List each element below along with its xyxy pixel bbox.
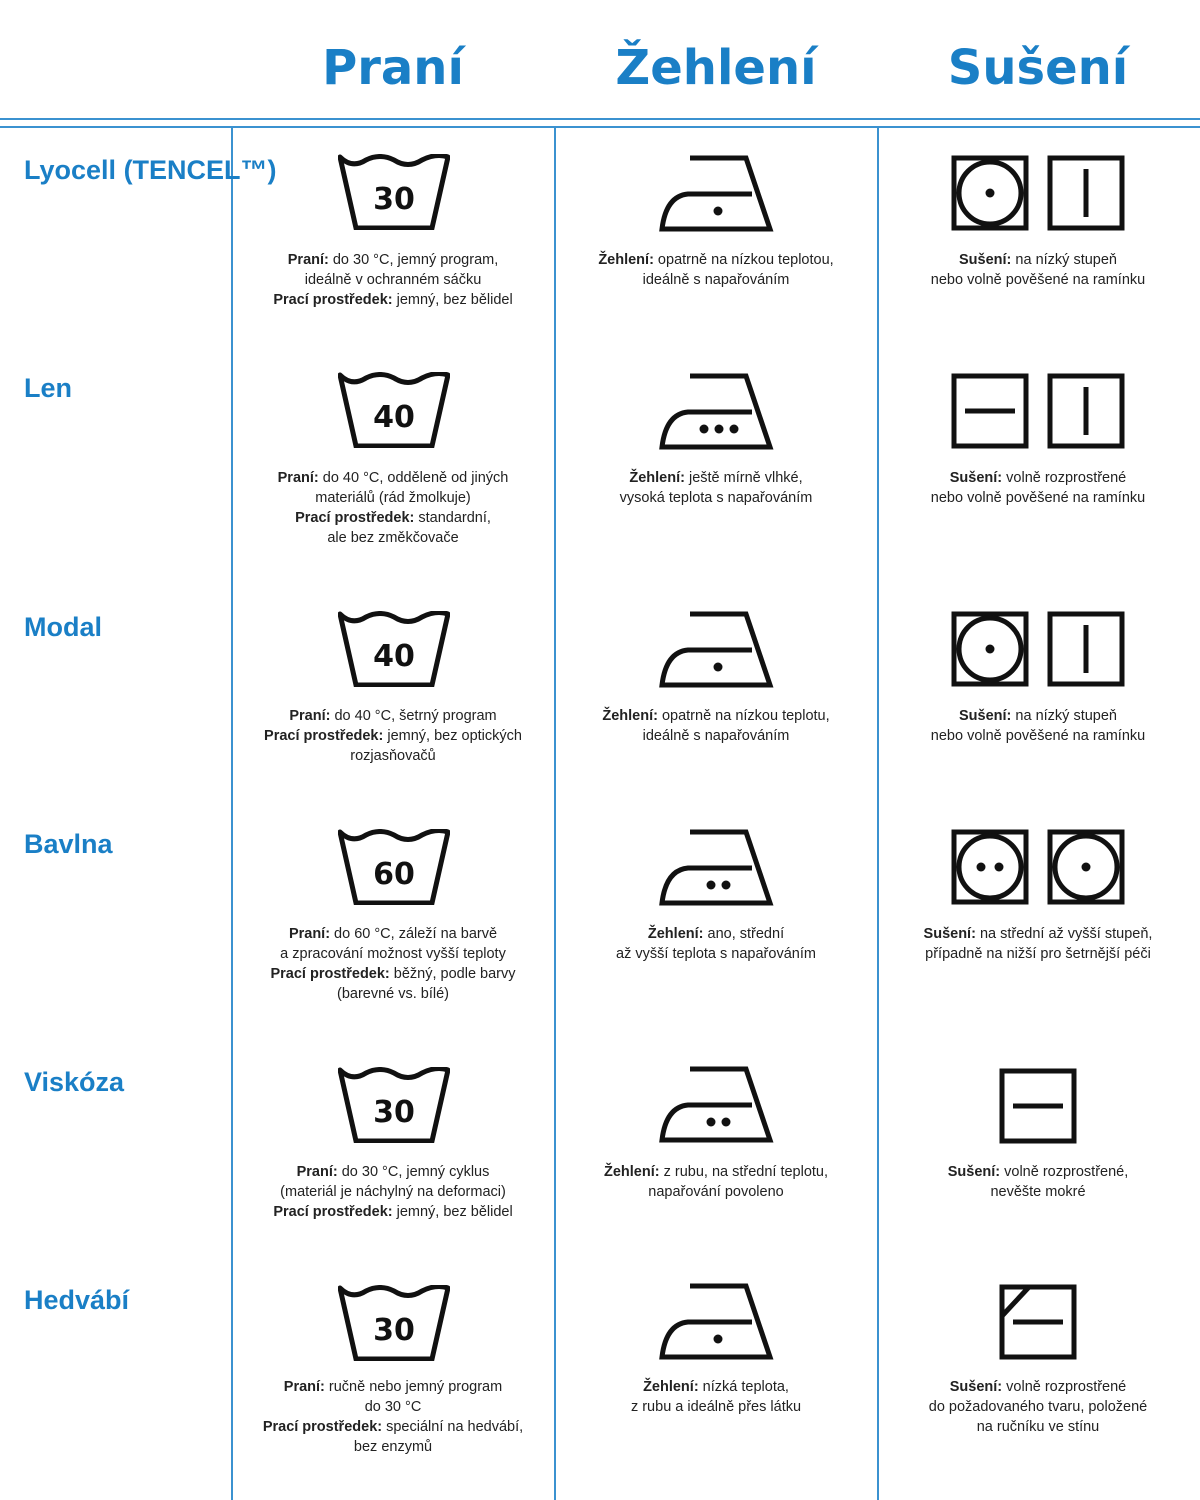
header-divider-bottom [0, 126, 1200, 128]
iron-icon [658, 828, 774, 906]
iron-dots [714, 1335, 723, 1344]
column-divider-3 [877, 128, 879, 1500]
wash-temperature: 40 [373, 400, 415, 435]
flat-dry-shade-icon [999, 1284, 1077, 1360]
washing-caption: Praní: do 40 °C, odděleně od jiných materiálů (rád žmolkuje) Prací prostředek: standardní, ale bez změkčovače [277, 470, 509, 546]
washing-caption: Praní: do 40 °C, šetrný program Prací prostředek: jemný, bez optických rozjasňovačů [264, 708, 522, 764]
wash-tub-icon [338, 1285, 450, 1361]
material-name: Modal [24, 612, 102, 642]
column-divider-1 [231, 128, 233, 1500]
wash-tub-icon [338, 372, 450, 448]
drying-caption: Sušení: volně rozprostřené nebo volně pověšené na ramínku [930, 470, 1146, 506]
line-dry-icon [1047, 373, 1125, 449]
ironing-caption: Žehlení: opatrně na nízkou teplotou, ideálně s napařováním [598, 252, 834, 288]
ironing-caption: Žehlení: nízká teplota, z rubu a ideálně přes látku [630, 1379, 802, 1415]
material-name: Bavlna [24, 829, 113, 859]
wash-temperature: 40 [373, 639, 415, 674]
iron-dots [707, 1118, 731, 1127]
iron-dots [700, 425, 739, 434]
washing-caption: Praní: do 30 °C, jemný cyklus (materiál je náchylný na deformaci) Prací prostředek: jemný, bez bělidel [273, 1164, 513, 1220]
tumble-dry-icon [951, 611, 1029, 687]
column-divider-2 [554, 128, 556, 1500]
washing-caption: Praní: do 60 °C, záleží na barvě a zpracování možnost vyšší teploty Prací prostředek: běžný, podle barvy (barevné vs. bílé) [270, 926, 516, 1002]
iron-icon [658, 1282, 774, 1360]
flat-dry-icon [999, 1068, 1077, 1144]
drying-caption: Sušení: volně rozprostřené, nevěšte mokré [947, 1164, 1129, 1200]
tumble-dry-icon [1047, 829, 1125, 905]
iron-icon [658, 372, 774, 450]
material-name: Len [24, 373, 73, 403]
material-name: Viskóza [24, 1067, 125, 1097]
wash-tub-icon [338, 154, 450, 230]
wash-temperature: 30 [373, 182, 415, 217]
iron-icon [658, 154, 774, 232]
washing-caption: Praní: do 30 °C, jemný program, ideálně v ochranném sáčku Prací prostředek: jemný, bez bělidel [273, 252, 513, 308]
iron-dots [714, 207, 723, 216]
material-name: Hedvábí [24, 1285, 130, 1315]
iron-icon [658, 1065, 774, 1143]
iron-icon [658, 610, 774, 688]
drying-caption: Sušení: na střední až vyšší stupeň, případně na nižší pro šetrnější péči [923, 926, 1153, 962]
wash-tub-icon [338, 611, 450, 687]
line-dry-icon [1047, 155, 1125, 231]
ironing-caption: Žehlení: z rubu, na střední teplotu, napařování povoleno [603, 1164, 829, 1200]
iron-dots [714, 663, 723, 672]
wash-temperature: 60 [373, 857, 415, 892]
header-drying: Sušení [947, 40, 1129, 96]
ironing-caption: Žehlení: ještě mírně vlhké, vysoká teplota s napařováním [619, 470, 813, 506]
material-name: Lyocell (TENCEL™) [24, 155, 277, 185]
drying-caption: Sušení: na nízký stupeň nebo volně pověšené na ramínku [930, 708, 1146, 744]
drying-caption: Sušení: na nízký stupeň nebo volně pověšené na ramínku [930, 252, 1146, 288]
flat-dry-icon [951, 373, 1029, 449]
line-dry-icon [1047, 611, 1125, 687]
drying-caption: Sušení: volně rozprostřené do požadovaného tvaru, položené na ručníku ve stínu [928, 1379, 1148, 1435]
ironing-caption: Žehlení: ano, střední až vyšší teplota s napařováním [616, 926, 816, 962]
header-ironing: Žehlení [615, 40, 817, 96]
header-divider-top [0, 118, 1200, 120]
tumble-dry-icon [951, 155, 1029, 231]
wash-tub-icon [338, 1067, 450, 1143]
wash-temperature: 30 [373, 1095, 415, 1130]
tumble-dry-medium-icon [951, 829, 1029, 905]
washing-caption: Praní: ručně nebo jemný program do 30 °C Prací prostředek: speciální na hedvábí, bez enzymů [262, 1379, 524, 1455]
wash-temperature: 30 [373, 1313, 415, 1348]
ironing-caption: Žehlení: opatrně na nízkou teplotu, ideálně s napařováním [602, 708, 830, 744]
wash-tub-icon [338, 829, 450, 905]
iron-dots [707, 881, 731, 890]
header-washing: Praní [322, 40, 464, 96]
